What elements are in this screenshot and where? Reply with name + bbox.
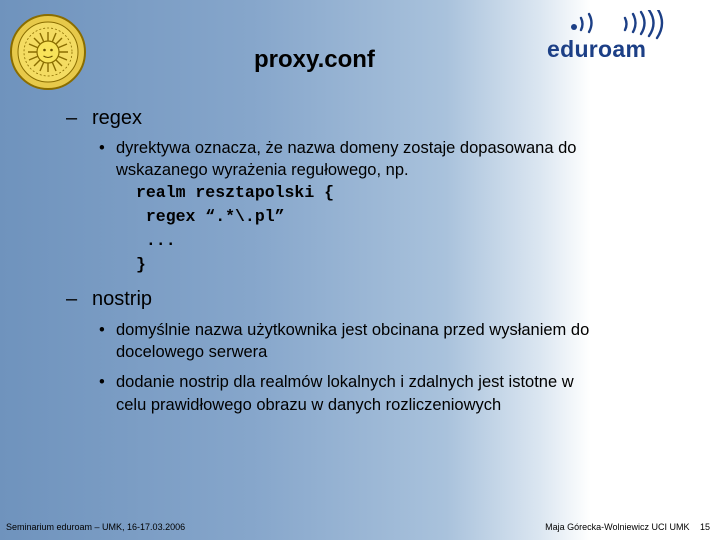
bullet-line: dodanie nostrip dla realmów lokalnych i zdalnych jest istotne w <box>116 373 574 391</box>
bullet-marker: • <box>99 373 105 391</box>
code-line: ... <box>136 231 176 250</box>
section-heading: regex <box>92 107 143 129</box>
bullet-line: celu prawidłowego obrazu w danych rozliczeniowych <box>116 396 502 414</box>
bullet-line: wskazanego wyrażenia regułowego, np. <box>116 161 409 179</box>
footer-author: Maja Górecka-Wolniewicz UCI UMK <box>545 522 690 532</box>
code-line: realm resztapolski { <box>136 183 335 202</box>
bullet-line: docelowego serwera <box>116 343 268 361</box>
section-heading: nostrip <box>92 288 153 310</box>
footer-right <box>537 522 710 532</box>
code-line: regex “.*\.pl” <box>136 207 285 226</box>
bullet-line: dyrektywa oznacza, że nazwa domeny zostaje dopasowana do <box>116 139 577 157</box>
footer-event: Seminarium eduroam – UMK, 16-17.03.2006 <box>6 522 186 532</box>
bullet-line: domyślnie nazwa użytkownika jest obcinana przed wysłaniem do <box>116 321 590 339</box>
eduroam-logo-text: eduroam <box>547 36 647 62</box>
bullet-marker: • <box>99 321 105 339</box>
dash-marker: – <box>66 288 78 310</box>
code-line: } <box>136 255 146 274</box>
page-number: 15 <box>699 522 710 532</box>
bullet-marker: • <box>99 139 105 157</box>
university-seal-icon <box>8 12 88 92</box>
dash-marker: – <box>66 107 78 129</box>
slide-title: proxy.conf <box>254 46 375 73</box>
